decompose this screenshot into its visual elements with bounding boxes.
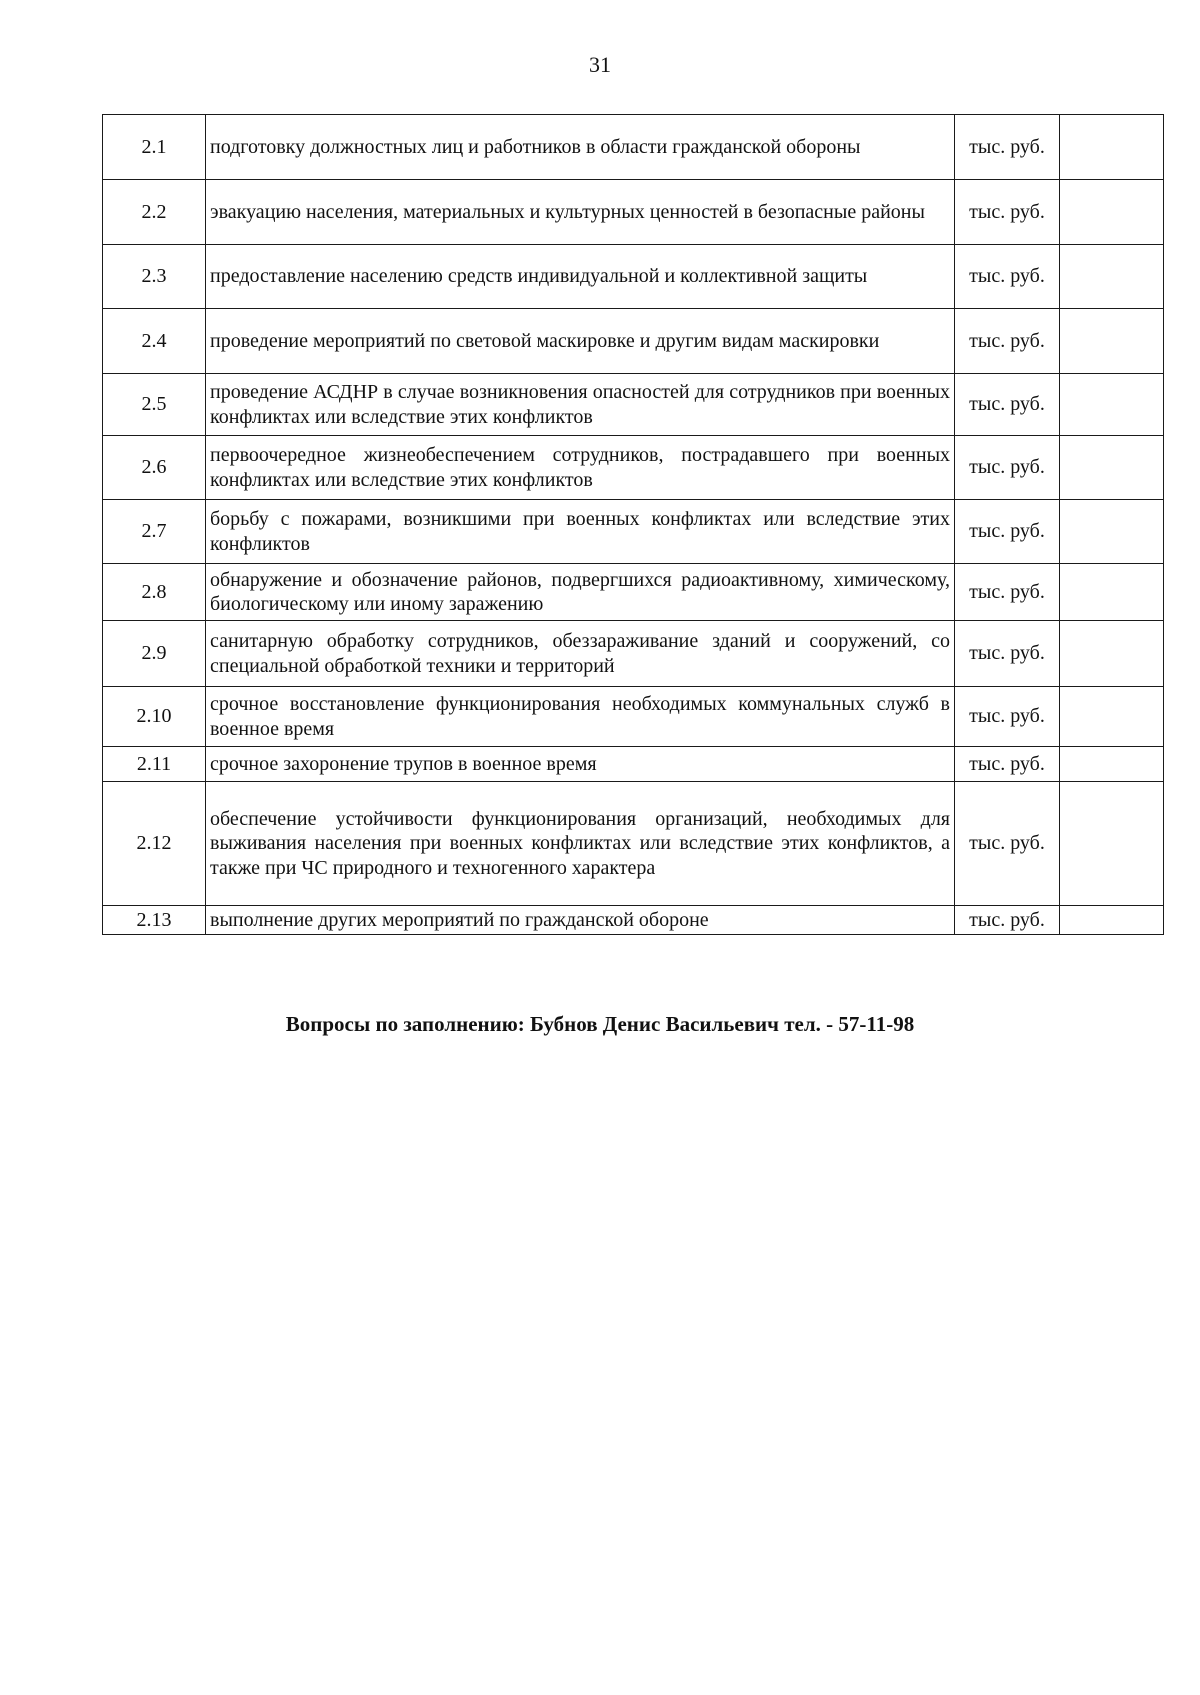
- row-number: 2.7: [103, 500, 206, 564]
- row-number: 2.9: [103, 621, 206, 687]
- expenses-table: [102, 114, 1164, 935]
- row-value-cell[interactable]: [1060, 374, 1164, 436]
- row-unit: тыс. руб.: [955, 500, 1060, 564]
- row-description: срочное захоронение трупов в военное время: [206, 747, 955, 782]
- row-number: 2.13: [103, 906, 206, 935]
- row-value-cell[interactable]: [1060, 436, 1164, 500]
- table-row: [103, 747, 1164, 782]
- row-unit: тыс. руб.: [955, 621, 1060, 687]
- row-unit: тыс. руб.: [955, 782, 1060, 906]
- row-value-cell[interactable]: [1060, 782, 1164, 906]
- table-row: [103, 621, 1164, 687]
- row-number: 2.11: [103, 747, 206, 782]
- row-number: 2.12: [103, 782, 206, 906]
- table-row: [103, 564, 1164, 621]
- row-description: обеспечение устойчивости функционирования организаций, необходимых для выживания населения при военных конфликтах или вследствие этих конфликтов, а также при ЧС природного и техногенного характера: [206, 782, 955, 906]
- table-row: [103, 500, 1164, 564]
- row-description: эвакуацию населения, материальных и культурных ценностей в безопасные районы: [206, 180, 955, 245]
- row-unit: тыс. руб.: [955, 436, 1060, 500]
- table-row: [103, 309, 1164, 374]
- row-description: обнаружение и обозначение районов, подвергшихся радиоактивному, химическому, биологическому или иному заражению: [206, 564, 955, 621]
- row-value-cell[interactable]: [1060, 906, 1164, 935]
- row-description: проведение АСДНР в случае возникновения опасностей для сотрудников при военных конфликтах или вследствие этих конфликтов: [206, 374, 955, 436]
- table-row: [103, 687, 1164, 747]
- row-unit: тыс. руб.: [955, 309, 1060, 374]
- row-unit: тыс. руб.: [955, 747, 1060, 782]
- row-unit: тыс. руб.: [955, 180, 1060, 245]
- row-unit: тыс. руб.: [955, 115, 1060, 180]
- row-description: санитарную обработку сотрудников, обеззараживание зданий и сооружений, со специальной обработкой техники и территорий: [206, 621, 955, 687]
- row-description: выполнение других мероприятий по гражданской обороне: [206, 906, 955, 935]
- row-unit: тыс. руб.: [955, 687, 1060, 747]
- row-unit: тыс. руб.: [955, 374, 1060, 436]
- row-value-cell[interactable]: [1060, 687, 1164, 747]
- row-value-cell[interactable]: [1060, 564, 1164, 621]
- table-row: [103, 782, 1164, 906]
- row-number: 2.1: [103, 115, 206, 180]
- row-description: проведение мероприятий по световой маскировке и другим видам маскировки: [206, 309, 955, 374]
- row-description: срочное восстановление функционирования необходимых коммунальных служб в военное время: [206, 687, 955, 747]
- row-number: 2.10: [103, 687, 206, 747]
- row-number: 2.8: [103, 564, 206, 621]
- row-value-cell[interactable]: [1060, 180, 1164, 245]
- row-value-cell[interactable]: [1060, 500, 1164, 564]
- row-value-cell[interactable]: [1060, 621, 1164, 687]
- row-value-cell[interactable]: [1060, 245, 1164, 309]
- row-value-cell[interactable]: [1060, 747, 1164, 782]
- table-row: [103, 115, 1164, 180]
- row-unit: тыс. руб.: [955, 245, 1060, 309]
- table-row: [103, 180, 1164, 245]
- row-number: 2.2: [103, 180, 206, 245]
- row-value-cell[interactable]: [1060, 309, 1164, 374]
- row-description: первоочередное жизнеобеспечением сотрудников, пострадавшего при военных конфликтах или вследствие этих конфликтов: [206, 436, 955, 500]
- row-number: 2.3: [103, 245, 206, 309]
- row-description: борьбу с пожарами, возникшими при военных конфликтах или вследствие этих конфликтов: [206, 500, 955, 564]
- row-unit: тыс. руб.: [955, 906, 1060, 935]
- row-description: подготовку должностных лиц и работников в области гражданской обороны: [206, 115, 955, 180]
- table-row: [103, 374, 1164, 436]
- row-number: 2.4: [103, 309, 206, 374]
- row-description: предоставление населению средств индивидуальной и коллективной защиты: [206, 245, 955, 309]
- table-row: [103, 436, 1164, 500]
- row-unit: тыс. руб.: [955, 564, 1060, 621]
- row-number: 2.5: [103, 374, 206, 436]
- contact-note: Вопросы по заполнению: Бубнов Денис Васильевич тел. - 57-11-98: [285, 1012, 915, 1036]
- table-row: [103, 906, 1164, 935]
- page-number: 31: [589, 52, 611, 77]
- table-row: [103, 245, 1164, 309]
- row-number: 2.6: [103, 436, 206, 500]
- row-value-cell[interactable]: [1060, 115, 1164, 180]
